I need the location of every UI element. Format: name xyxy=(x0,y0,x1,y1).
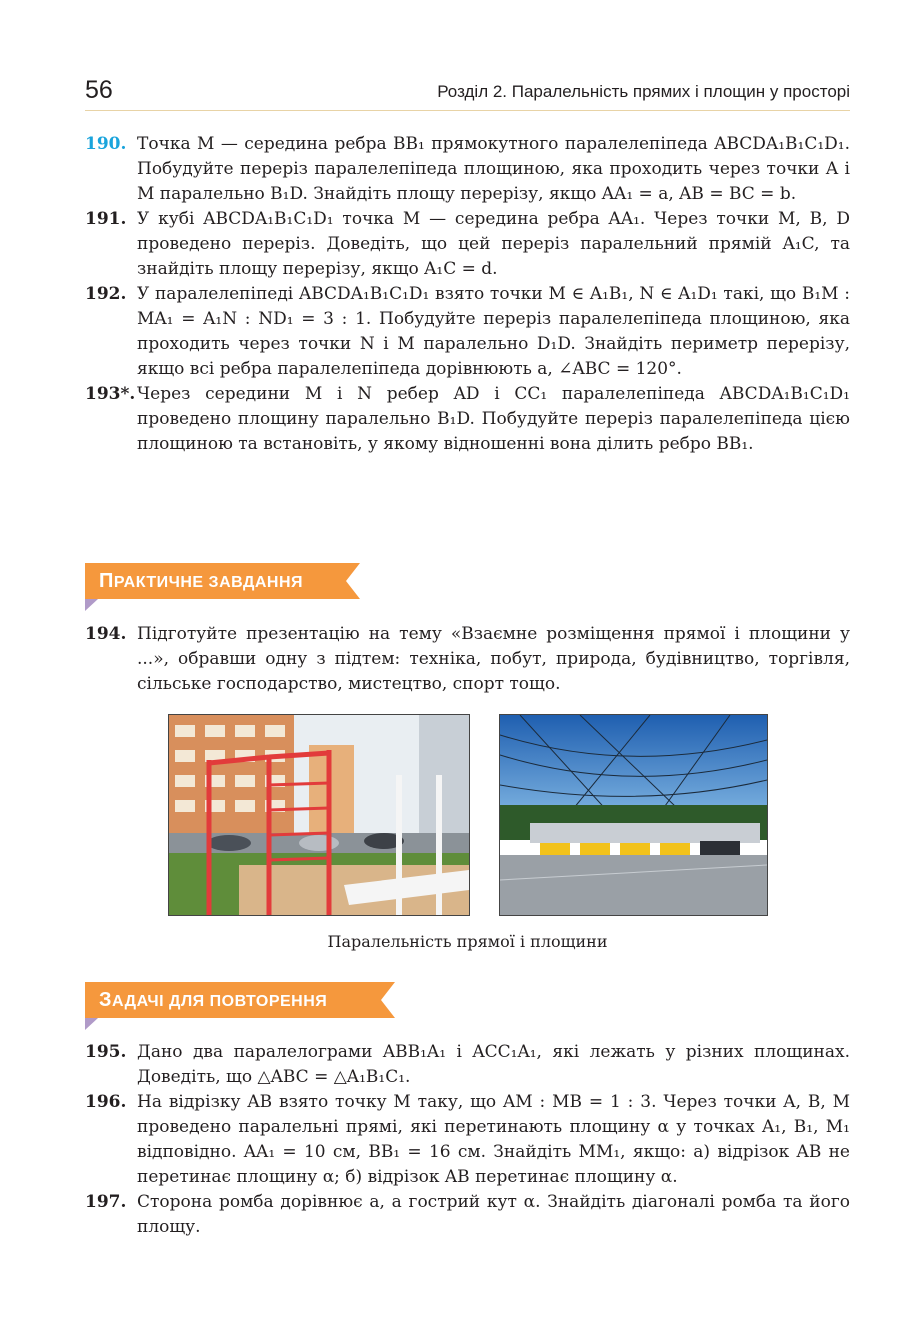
problem-190 xyxy=(85,132,850,207)
section-title: ПРАКТИЧНЕ ЗАВДАННЯ xyxy=(99,570,304,592)
photo-trolleybus-depot xyxy=(499,714,768,916)
problem-text: На відрізку AB взято точку M таку, що AM : MB = 1 : 3. Через точки A, B, M проведено паралельні прямі, які перетинають площину α у точках A₁, B₁, M₁ відповідно. AA₁ = 10 см, BB₁ = 16 см. Знайдіть MM₁, якщо: а) відрізок AB не перетинає площину α; б) відрізок AB перетинає площину α. xyxy=(137,1092,850,1187)
problem-194 xyxy=(85,622,850,697)
problem-197 xyxy=(85,1190,850,1240)
playground-illustration xyxy=(169,715,469,915)
problems-list-review xyxy=(85,1040,850,1240)
problem-text: Точка M — середина ребра BB₁ прямокутного паралелепіпеда ABCDA₁B₁C₁D₁. Побудуйте переріз паралелепіпеда площиною, яка проходить через точки A і M паралельно B₁D. Знайдіть площу перерізу, якщо AA₁ = a, AB = BC = b. xyxy=(137,134,850,204)
problem-number: 190. xyxy=(85,134,127,154)
problem-number: 196. xyxy=(85,1092,127,1112)
problem-text: Через середини M і N ребер AD і CC₁ паралелепіпеда ABCDA₁B₁C₁D₁ проведено площину паралельно B₁D. Побудуйте переріз паралелепіпеда цією площиною та встановіть, у якому відношенні вона ділить ребро BB₁. xyxy=(137,384,850,454)
problem-number: 194. xyxy=(85,624,127,644)
problem-number: 197. xyxy=(85,1192,127,1212)
problem-list-practical xyxy=(85,622,850,697)
problems-list-top xyxy=(85,132,850,457)
problem-text: Підготуйте презентацію на тему «Взаємне розміщення прямої і площини у ...», обравши одну з підтем: техніка, побут, природа, будівництво, торгівля, сільське господарство, мистецтво, спорт тощо. xyxy=(137,624,850,694)
problem-text: Дано два паралелограми ABB₁A₁ і ACC₁A₁, які лежать у різних площинах. Доведіть, що △ABC = △A₁B₁C₁. xyxy=(137,1042,850,1087)
page-header xyxy=(85,70,850,111)
figure-caption: Паралельність прямої і площини xyxy=(327,932,608,951)
problem-number: 191. xyxy=(85,209,127,229)
problem-number: 193*. xyxy=(85,384,136,404)
problem-193 xyxy=(85,382,850,457)
banner-fold xyxy=(85,599,98,611)
problem-number: 192. xyxy=(85,284,127,304)
banner-fold xyxy=(85,1018,98,1030)
photo-playground xyxy=(168,714,470,916)
page-number: 56 xyxy=(85,76,113,104)
problem-195 xyxy=(85,1040,850,1090)
section-banner-practical xyxy=(85,563,360,599)
problem-191 xyxy=(85,207,850,282)
section-banner-review xyxy=(85,982,395,1018)
problem-number: 195. xyxy=(85,1042,127,1062)
section-title: ЗАДАЧІ ДЛЯ ПОВТОРЕННЯ xyxy=(99,989,328,1011)
depot-illustration xyxy=(500,715,767,915)
chapter-title: Розділ 2. Паралельність прямих і площин у просторі xyxy=(437,82,850,101)
problem-192 xyxy=(85,282,850,382)
problem-text: У кубі ABCDA₁B₁C₁D₁ точка M — середина ребра AA₁. Через точки M, B, D проведено переріз. Доведіть, що цей переріз паралельний прямій A₁C, та знайдіть площу перерізу, якщо A₁C = d. xyxy=(137,209,850,279)
problem-196 xyxy=(85,1090,850,1190)
problem-text: Сторона ромба дорівнює a, а гострий кут α. Знайдіть діагоналі ромба та його площу. xyxy=(137,1192,850,1237)
problem-text: У паралелепіпеді ABCDA₁B₁C₁D₁ взято точки M ∈ A₁B₁, N ∈ A₁D₁ такі, що B₁M : MA₁ = A₁N : ND₁ = 3 : 1. Побудуйте переріз паралелепіпеда площиною, яка проходить через точки N і M паралельно D₁D. Знайдіть периметр перерізу, якщо всі ребра паралелепіпеда дорівнюють a, ∠ABC = 120°. xyxy=(137,284,850,379)
